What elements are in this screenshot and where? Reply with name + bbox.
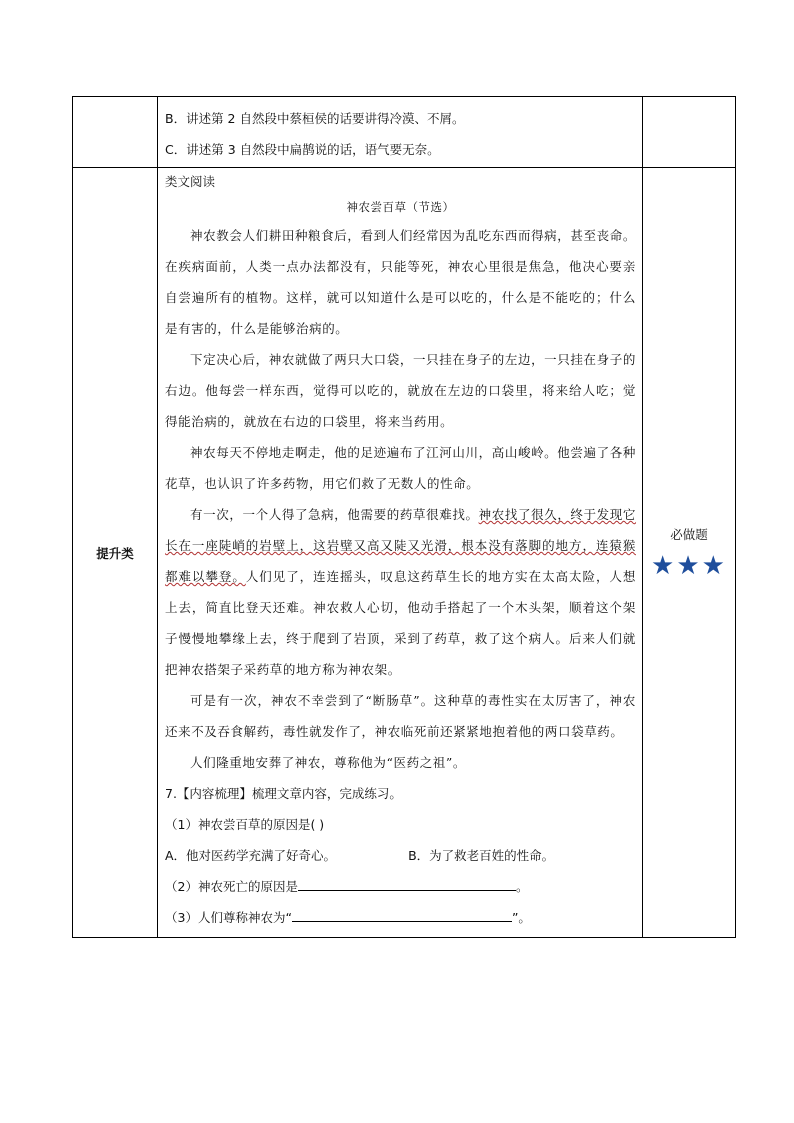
section-title: 类文阅读 <box>165 174 216 189</box>
reading-row <box>73 168 736 938</box>
passage-paragraph-5: 可是有一次，神农不幸尝到了“断肠草”。这种草的毒性实在太厉害了，神农还来不及吞食解药，毒性就发作了，神农临死前还紧紧地抱着他的两口袋草药。 <box>165 693 636 739</box>
question-7: 7.【内容梳理】梳理文章内容，完成练习。 <box>165 786 402 801</box>
option-b: B．讲述第 2 自然段中蔡桓侯的话要讲得冷漠、不屑。 <box>165 111 465 126</box>
sub-question-1-options <box>165 840 636 871</box>
category-label: 提升类 <box>96 546 134 561</box>
category-cell <box>73 168 158 938</box>
sub-question-1: （1）神农尝百草的原因是( ) <box>165 817 325 832</box>
paragraph-4-rest: 人们见了，连连摇头，叹息这药草生长的地方实在太高太险，人想上去，简直比登天还难。神农救人心切，他动手搭起了一个木头架，顺着这个架子慢慢地攀缘上去，终于爬到了岩顶，采到了药草，救了这个病人。后来人们就把神农搭架子采药草的地方称为神农架。 <box>165 569 636 677</box>
paragraph-4-underlined: 神农找了很久，终于发现它长在一座陡峭的岩壁上，这岩壁又高又陡又光滑，根本没有落脚的地方，连猿猴都难以攀登。 <box>165 507 637 584</box>
passage-paragraph-2: 下定决心后，神农就做了两只大口袋，一只挂在身子的左边，一只挂在身子的右边。他每尝一样东西，觉得可以吃的，就放在左边的口袋里，将来给人吃；觉得能治病的，就放在右边的口袋里，将来当药用。 <box>165 352 636 429</box>
sub-question-3 <box>165 902 636 933</box>
passage-paragraph-1: 神农教会人们耕田种粮食后，看到人们经常因为乱吃东西而得病，甚至丧命。在疾病面前，人类一点办法都没有，只能等死，神农心里很是焦急，他决心要亲自尝遍所有的植物。这样，就可以知道什么是可以吃的，什么是不能吃的；什么是有害的，什么是能够治病的。 <box>165 228 636 336</box>
sub-question-3-answer-blank[interactable] <box>292 907 512 922</box>
sub-question-2 <box>165 871 636 902</box>
sub-question-1-option-a: A．他对医药学充满了好奇心。 <box>165 848 337 863</box>
level-cell <box>643 168 736 938</box>
passage-paragraph-3: 神农每天不停地走啊走，他的足迹遍布了江河山川，高山峻岭。他尝遍了各种花草，也认识了许多药物，用它们救了无数人的性命。 <box>165 445 636 491</box>
row1-level-cell <box>643 97 736 168</box>
sub-question-1-option-b: B．为了救老百姓的性命。 <box>408 848 555 863</box>
passage-title: 神农尝百草（节选） <box>346 200 455 214</box>
passage-paragraph-6: 人们隆重地安葬了神农，尊称他为“医药之祖”。 <box>190 755 466 770</box>
difficulty-stars-icon: ★★★ <box>651 550 727 581</box>
option-c: C．讲述第 3 自然段中扁鹊说的话，语气要无奈。 <box>165 142 440 157</box>
sub-question-2-answer-blank[interactable] <box>298 876 516 891</box>
row1-category-cell <box>73 97 158 168</box>
paragraph-4-lead: 有一次，一个人得了急病，他需要的药草很难找。 <box>190 507 479 522</box>
row1-content-cell <box>158 97 643 168</box>
reading-content-cell <box>158 168 643 938</box>
must-do-label: 必做题 <box>670 526 708 542</box>
sub-question-2-end: 。 <box>515 879 529 894</box>
passage-paragraph-4 <box>165 499 636 685</box>
sub-question-3-prompt: （3）人们尊称神农为“ <box>165 910 292 925</box>
worksheet-table <box>72 96 736 938</box>
sub-question-2-prompt: （2）神农死亡的原因是 <box>165 879 298 894</box>
options-row <box>73 97 736 168</box>
sub-question-3-end: ”。 <box>511 910 531 925</box>
